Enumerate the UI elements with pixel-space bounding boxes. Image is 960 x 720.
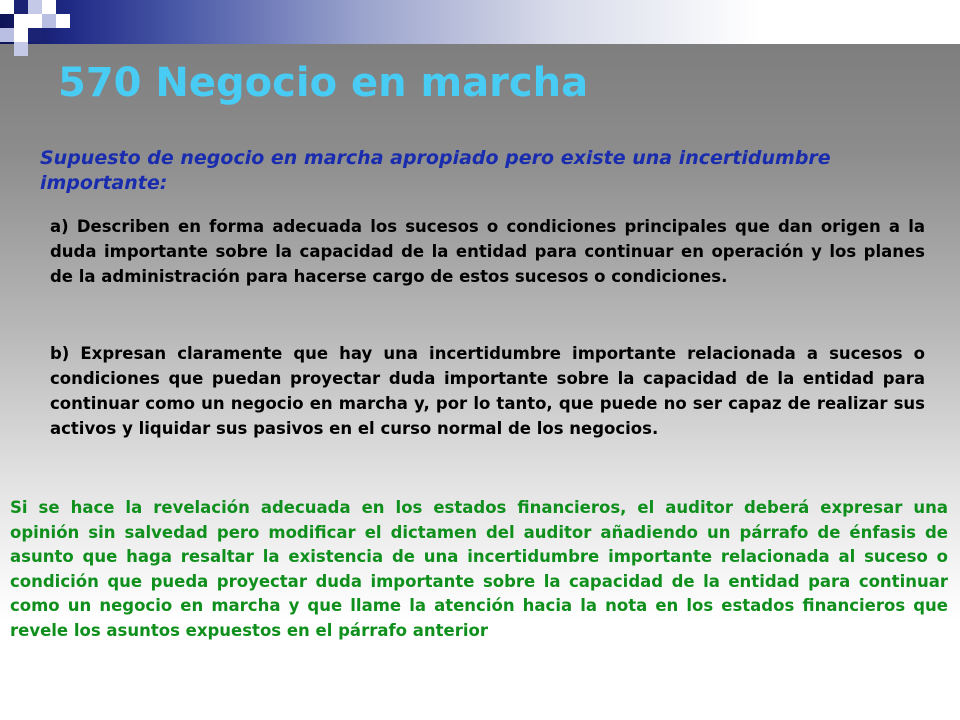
slide-title: 570 Negocio en marcha [58,60,589,106]
decorative-squares-icon [0,0,80,60]
header-gradient-band [0,0,960,44]
closing-note: Si se hace la revelación adecuada en los estados financieros, el auditor deberá expresar una opinión sin salvedad pero modificar el dictamen del auditor añadiendo un párrafo de énfasis de asunto que haga resaltar la existencia de una incertidumbre importante relacionada al suceso o condición que pueda proyectar duda importante sobre la capacidad de la entidad para continuar como un negocio en marcha y que llame la atención hacia la nota en los estados financieros que revele los asuntos expuestos en el párrafo anterior [10,498,948,640]
slide-subtitle: Supuesto de negocio en marcha apropiado pero existe una incertidumbre importante: [40,147,831,194]
paragraph-b: b) Expresan claramente que hay una incertidumbre importante relacionada a sucesos o condiciones que puedan proyectar duda importante sobre la capacidad de la entidad para continuar como un negocio en marcha y, por lo tanto, que puede no ser capaz de realizar sus activos y liquidar sus pasivos en el curso normal de los negocios. [50,344,925,438]
paragraph-a: a) Describen en forma adecuada los sucesos o condiciones principales que dan origen a la duda importante sobre la capacidad de la entidad para continuar en operación y los planes de la administración para hacerse cargo de estos sucesos o condiciones. [50,217,925,286]
